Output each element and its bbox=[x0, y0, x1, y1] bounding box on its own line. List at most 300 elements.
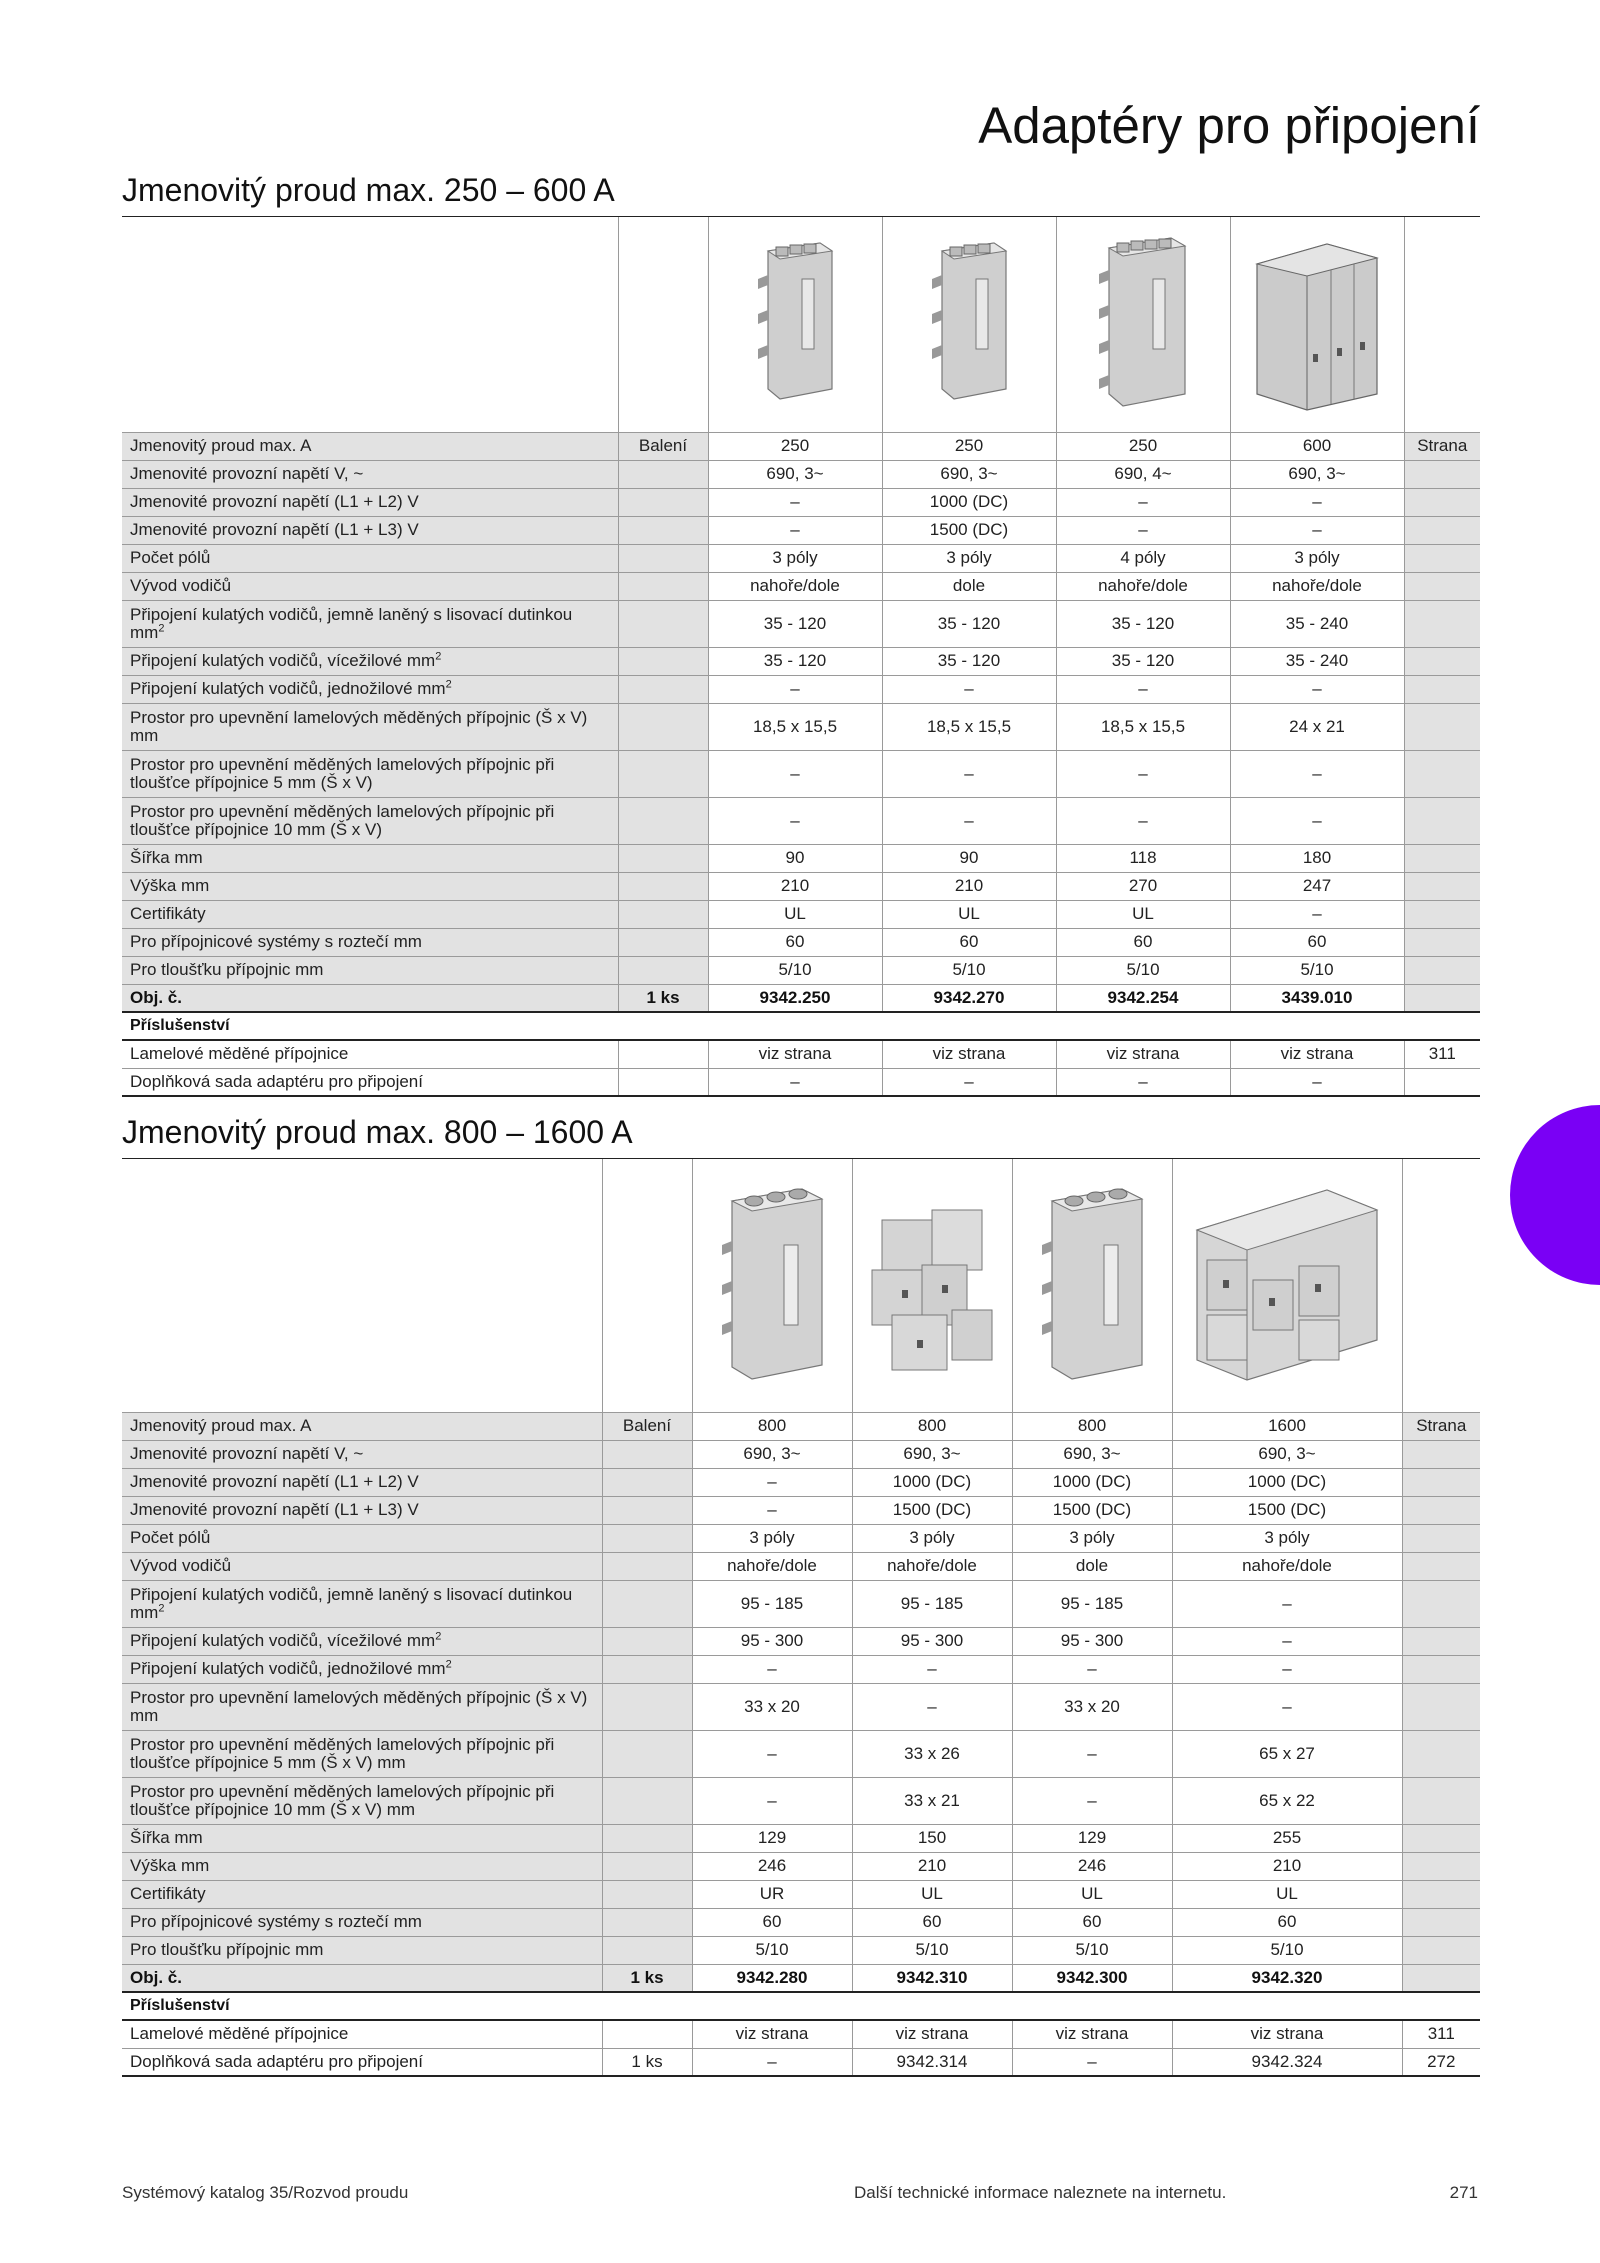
spec-value: – bbox=[708, 488, 882, 516]
accessories-heading: Příslušenství bbox=[122, 1012, 1480, 1040]
packaging-cell bbox=[602, 1852, 692, 1880]
spec-value: – bbox=[1172, 1627, 1402, 1655]
spec-row bbox=[122, 844, 1480, 872]
spec-value: – bbox=[1172, 1580, 1402, 1627]
spec-value: 1500 (DC) bbox=[882, 516, 1056, 544]
unit-superscript: 2 bbox=[435, 650, 442, 663]
packaging-cell bbox=[602, 1496, 692, 1524]
spec-value: – bbox=[1056, 797, 1230, 844]
packaging-cell bbox=[618, 647, 708, 675]
spec-label-text: Připojení kulatých vodičů, jemně laněný s lisovací dutinkou mm bbox=[130, 604, 573, 642]
packaging-cell bbox=[602, 1880, 692, 1908]
spec-value: 24 x 21 bbox=[1230, 703, 1404, 750]
spec-value: 129 bbox=[692, 1824, 852, 1852]
spec-value: 18,5 x 15,5 bbox=[882, 703, 1056, 750]
spec-value: 35 - 120 bbox=[882, 600, 1056, 647]
page-ref-cell bbox=[1402, 1655, 1480, 1683]
spec-value: 690, 3~ bbox=[692, 1440, 852, 1468]
spec-row bbox=[122, 750, 1480, 797]
page-ref-cell bbox=[1402, 1908, 1480, 1936]
page-ref-cell bbox=[1402, 1440, 1480, 1468]
spec-value: 95 - 185 bbox=[852, 1580, 1012, 1627]
page-ref-cell: 311 bbox=[1404, 1040, 1480, 1068]
spec-label: Prostor pro upevnění lamelových měděných přípojnic (Š x V) mm bbox=[122, 703, 618, 750]
spec-row bbox=[122, 600, 1480, 647]
packaging-cell bbox=[618, 1068, 708, 1096]
spec-value: 250 bbox=[1056, 432, 1230, 460]
spec-value: – bbox=[1056, 675, 1230, 703]
spec-value: 3 póly bbox=[852, 1524, 1012, 1552]
packaging-cell bbox=[602, 1730, 692, 1777]
spec-value: 246 bbox=[692, 1852, 852, 1880]
page-ref-cell bbox=[1404, 956, 1480, 984]
spec-row bbox=[122, 900, 1480, 928]
spec-value: 690, 4~ bbox=[1056, 460, 1230, 488]
spec-value: 95 - 300 bbox=[1012, 1627, 1172, 1655]
product-image-cell bbox=[1056, 217, 1230, 432]
spec-value: 18,5 x 15,5 bbox=[708, 703, 882, 750]
page-ref-cell bbox=[1402, 1777, 1480, 1824]
product-image-row bbox=[122, 1159, 1480, 1412]
packaging-cell: Balení bbox=[602, 1412, 692, 1440]
spec-value: 690, 3~ bbox=[1230, 460, 1404, 488]
page-title: Adaptéry pro připojení bbox=[978, 97, 1480, 154]
spec-label: Jmenovité provozní napětí V, ~ bbox=[122, 1440, 602, 1468]
spec-value: 5/10 bbox=[882, 956, 1056, 984]
spec-value: 9342.280 bbox=[692, 1964, 852, 1992]
accessory-value: – bbox=[1230, 1068, 1404, 1096]
spec-value: 33 x 20 bbox=[692, 1683, 852, 1730]
spec-label: Prostor pro upevnění lamelových měděných přípojnic (Š x V) mm bbox=[122, 1683, 602, 1730]
spec-value: 5/10 bbox=[1230, 956, 1404, 984]
spec-value: – bbox=[852, 1655, 1012, 1683]
adapter-800-dc-image bbox=[862, 1190, 1002, 1380]
spec-value: 60 bbox=[1230, 928, 1404, 956]
image-row-blank bbox=[122, 1159, 602, 1412]
packaging-cell bbox=[618, 956, 708, 984]
accessory-value: viz strana bbox=[708, 1040, 882, 1068]
packaging-cell bbox=[602, 1552, 692, 1580]
spec-label: Jmenovitý proud max. A bbox=[122, 432, 618, 460]
page-ref-cell bbox=[1404, 600, 1480, 647]
spec-value: 3 póly bbox=[1172, 1524, 1402, 1552]
spec-value: – bbox=[1230, 750, 1404, 797]
spec-value: 60 bbox=[882, 928, 1056, 956]
packaging-cell bbox=[618, 750, 708, 797]
packaging-cell bbox=[602, 1440, 692, 1468]
spec-value: 5/10 bbox=[708, 956, 882, 984]
page-ref-cell: Strana bbox=[1402, 1412, 1480, 1440]
spec-value: 250 bbox=[882, 432, 1056, 460]
accessory-value: – bbox=[692, 2048, 852, 2076]
spec-value: 1500 (DC) bbox=[852, 1496, 1012, 1524]
spec-row bbox=[122, 1730, 1480, 1777]
spec-value: dole bbox=[1012, 1552, 1172, 1580]
spec-value: – bbox=[692, 1496, 852, 1524]
accessory-label: Lamelové měděné přípojnice bbox=[122, 2020, 602, 2048]
packaging-cell bbox=[618, 488, 708, 516]
accessory-value: viz strana bbox=[692, 2020, 852, 2048]
spec-value: 250 bbox=[708, 432, 882, 460]
packaging-cell bbox=[618, 844, 708, 872]
spec-value: – bbox=[1012, 1655, 1172, 1683]
page-ref-cell bbox=[1404, 460, 1480, 488]
spec-value: – bbox=[1172, 1655, 1402, 1683]
packaging-cell bbox=[618, 600, 708, 647]
accessories-heading: Příslušenství bbox=[122, 1992, 1480, 2020]
spec-value: 95 - 185 bbox=[1012, 1580, 1172, 1627]
spec-label: Certifikáty bbox=[122, 900, 618, 928]
spec-value: – bbox=[1230, 675, 1404, 703]
spec-value: – bbox=[1012, 1777, 1172, 1824]
image-row-blank bbox=[1402, 1159, 1480, 1412]
spec-label: Jmenovité provozní napětí (L1 + L3) V bbox=[122, 1496, 602, 1524]
packaging-cell bbox=[602, 1683, 692, 1730]
spec-value: 9342.270 bbox=[882, 984, 1056, 1012]
spec-value: 210 bbox=[882, 872, 1056, 900]
spec-row bbox=[122, 1824, 1480, 1852]
packaging-cell bbox=[618, 1040, 708, 1068]
product-image-cell bbox=[852, 1159, 1012, 1412]
spec-label-text: Připojení kulatých vodičů, vícežilové mm bbox=[130, 651, 436, 670]
spec-value: 1500 (DC) bbox=[1172, 1496, 1402, 1524]
spec-value: 35 - 120 bbox=[1056, 600, 1230, 647]
spec-row bbox=[122, 572, 1480, 600]
spec-row bbox=[122, 872, 1480, 900]
spec-value: 1000 (DC) bbox=[852, 1468, 1012, 1496]
spec-value: – bbox=[882, 750, 1056, 797]
spec-value: 5/10 bbox=[1172, 1936, 1402, 1964]
spec-label: Prostor pro upevnění měděných lamelových přípojnic při tloušťce přípojnice 5 mm (Š x V) mm bbox=[122, 1730, 602, 1777]
spec-row bbox=[122, 703, 1480, 750]
packaging-cell bbox=[618, 703, 708, 750]
spec-value: – bbox=[1056, 750, 1230, 797]
spec-label: Prostor pro upevnění měděných lamelových přípojnic při tloušťce přípojnice 5 mm (Š x V) bbox=[122, 750, 618, 797]
product-image-cell bbox=[882, 217, 1056, 432]
spec-label: Vývod vodičů bbox=[122, 1552, 602, 1580]
product-image-row bbox=[122, 217, 1480, 432]
packaging-cell bbox=[618, 900, 708, 928]
page-ref-cell bbox=[1404, 488, 1480, 516]
spec-value: nahoře/dole bbox=[708, 572, 882, 600]
spec-value: – bbox=[1172, 1683, 1402, 1730]
spec-value: 255 bbox=[1172, 1824, 1402, 1852]
spec-table-250-600 bbox=[122, 217, 1480, 1097]
page-ref-cell bbox=[1402, 1852, 1480, 1880]
page-ref-cell bbox=[1402, 1496, 1480, 1524]
section-title-800-1600: Jmenovitý proud max. 800 – 1600 A bbox=[122, 1114, 633, 1150]
packaging-cell: 1 ks bbox=[602, 2048, 692, 2076]
spec-value: 150 bbox=[852, 1824, 1012, 1852]
spec-value: nahoře/dole bbox=[1230, 572, 1404, 600]
spec-value: dole bbox=[882, 572, 1056, 600]
spec-label: Výška mm bbox=[122, 872, 618, 900]
spec-value: 9342.250 bbox=[708, 984, 882, 1012]
page-ref-cell bbox=[1402, 1730, 1480, 1777]
spec-label bbox=[122, 675, 618, 703]
spec-value: 60 bbox=[1172, 1908, 1402, 1936]
spec-value: 1000 (DC) bbox=[882, 488, 1056, 516]
spec-value: 1000 (DC) bbox=[1172, 1468, 1402, 1496]
spec-value: – bbox=[1230, 516, 1404, 544]
packaging-cell bbox=[602, 1627, 692, 1655]
spec-value: 33 x 20 bbox=[1012, 1683, 1172, 1730]
spec-value: – bbox=[1056, 516, 1230, 544]
page-ref-cell bbox=[1404, 675, 1480, 703]
spec-value: 65 x 27 bbox=[1172, 1730, 1402, 1777]
spec-label: Pro přípojnicové systémy s roztečí mm bbox=[122, 1908, 602, 1936]
spec-label: Jmenovité provozní napětí (L1 + L2) V bbox=[122, 1468, 602, 1496]
page-ref-cell bbox=[1404, 984, 1480, 1012]
spec-row bbox=[122, 797, 1480, 844]
spec-value: 210 bbox=[1172, 1852, 1402, 1880]
spec-label bbox=[122, 1627, 602, 1655]
spec-value: 33 x 21 bbox=[852, 1777, 1012, 1824]
page-ref-cell bbox=[1402, 1824, 1480, 1852]
packaging-cell bbox=[618, 872, 708, 900]
spec-value: – bbox=[1056, 488, 1230, 516]
spec-label: Jmenovité provozní napětí V, ~ bbox=[122, 460, 618, 488]
spec-value: UL bbox=[1012, 1880, 1172, 1908]
spec-label-text: Připojení kulatých vodičů, vícežilové mm bbox=[130, 1631, 436, 1650]
spec-label bbox=[122, 1580, 602, 1627]
packaging-cell bbox=[602, 2020, 692, 2048]
spec-value: – bbox=[1230, 797, 1404, 844]
accessory-value: – bbox=[1056, 1068, 1230, 1096]
spec-value: 60 bbox=[1056, 928, 1230, 956]
spec-value: 90 bbox=[708, 844, 882, 872]
page-ref-cell bbox=[1402, 1580, 1480, 1627]
page-ref-cell bbox=[1404, 750, 1480, 797]
spec-value: 65 x 22 bbox=[1172, 1777, 1402, 1824]
spec-value: – bbox=[708, 750, 882, 797]
adapter-800-bottom-image bbox=[1032, 1185, 1152, 1385]
spec-label: Obj. č. bbox=[122, 984, 618, 1012]
spec-label: Jmenovitý proud max. A bbox=[122, 1412, 602, 1440]
spec-value: 690, 3~ bbox=[882, 460, 1056, 488]
spec-value: – bbox=[1012, 1730, 1172, 1777]
page-ref-cell bbox=[1402, 1683, 1480, 1730]
spec-value: 3 póly bbox=[1012, 1524, 1172, 1552]
spec-value: 33 x 26 bbox=[852, 1730, 1012, 1777]
page-ref-cell bbox=[1402, 1880, 1480, 1908]
adapter-600-image bbox=[1247, 234, 1387, 414]
accessory-label: Lamelové měděné přípojnice bbox=[122, 1040, 618, 1068]
accessory-value: 9342.324 bbox=[1172, 2048, 1402, 2076]
page-ref-cell bbox=[1402, 1468, 1480, 1496]
spec-label: Pro přípojnicové systémy s roztečí mm bbox=[122, 928, 618, 956]
spec-table-800-1600 bbox=[122, 1159, 1480, 2077]
image-row-blank bbox=[1404, 217, 1480, 432]
spec-value: – bbox=[692, 1468, 852, 1496]
page-ref-cell bbox=[1404, 647, 1480, 675]
spec-value: 690, 3~ bbox=[1012, 1440, 1172, 1468]
spec-label: Prostor pro upevnění měděných lamelových přípojnic při tloušťce přípojnice 10 mm (Š x V) mm bbox=[122, 1777, 602, 1824]
page-ref-cell bbox=[1404, 797, 1480, 844]
accessory-row bbox=[122, 1068, 1480, 1096]
spec-value: 95 - 300 bbox=[692, 1627, 852, 1655]
spec-row bbox=[122, 544, 1480, 572]
spec-value: 60 bbox=[852, 1908, 1012, 1936]
spec-row bbox=[122, 1627, 1480, 1655]
spec-value: 5/10 bbox=[1012, 1936, 1172, 1964]
accessory-row bbox=[122, 2048, 1480, 2076]
spec-value: 60 bbox=[1012, 1908, 1172, 1936]
spec-value: 3 póly bbox=[708, 544, 882, 572]
spec-value: 690, 3~ bbox=[1172, 1440, 1402, 1468]
spec-value: 9342.310 bbox=[852, 1964, 1012, 1992]
accessory-label: Doplňková sada adaptéru pro připojení bbox=[122, 2048, 602, 2076]
adapter-1600-image bbox=[1187, 1170, 1387, 1400]
spec-row bbox=[122, 1440, 1480, 1468]
spec-label: Vývod vodičů bbox=[122, 572, 618, 600]
spec-value: – bbox=[708, 797, 882, 844]
spec-value: UL bbox=[852, 1880, 1012, 1908]
spec-value: 5/10 bbox=[1056, 956, 1230, 984]
accessory-value: viz strana bbox=[1012, 2020, 1172, 2048]
page-ref-cell bbox=[1402, 1936, 1480, 1964]
packaging-cell bbox=[602, 1908, 692, 1936]
accessory-value: viz strana bbox=[882, 1040, 1056, 1068]
spec-value: 3 póly bbox=[1230, 544, 1404, 572]
packaging-cell bbox=[618, 928, 708, 956]
spec-value: 9342.320 bbox=[1172, 1964, 1402, 1992]
spec-label: Výška mm bbox=[122, 1852, 602, 1880]
footer-page-number: 271 bbox=[1449, 2183, 1478, 2202]
spec-value: – bbox=[708, 516, 882, 544]
page-ref-cell bbox=[1404, 572, 1480, 600]
accessory-value: viz strana bbox=[1056, 1040, 1230, 1068]
spec-value: 35 - 120 bbox=[708, 647, 882, 675]
spec-value: 118 bbox=[1056, 844, 1230, 872]
spec-row bbox=[122, 432, 1480, 460]
packaging-cell bbox=[618, 572, 708, 600]
spec-value: 9342.254 bbox=[1056, 984, 1230, 1012]
spec-value: 246 bbox=[1012, 1852, 1172, 1880]
image-row-blank bbox=[122, 217, 618, 432]
spec-label: Pro tloušťku přípojnic mm bbox=[122, 956, 618, 984]
footer-catalog-name: Systémový katalog 35/Rozvod proudu bbox=[122, 2183, 409, 2202]
spec-row bbox=[122, 1412, 1480, 1440]
spec-value: UL bbox=[1172, 1880, 1402, 1908]
unit-superscript: 2 bbox=[158, 621, 165, 634]
spec-value: 210 bbox=[708, 872, 882, 900]
spec-value: 95 - 185 bbox=[692, 1580, 852, 1627]
product-image-cell bbox=[1012, 1159, 1172, 1412]
spec-value: 1500 (DC) bbox=[1012, 1496, 1172, 1524]
image-row-blank bbox=[618, 217, 708, 432]
spec-row bbox=[122, 1880, 1480, 1908]
spec-row bbox=[122, 516, 1480, 544]
spec-value: 35 - 120 bbox=[708, 600, 882, 647]
packaging-cell bbox=[618, 460, 708, 488]
adapter-250-4pole-image bbox=[1093, 234, 1193, 414]
spec-value: UL bbox=[1056, 900, 1230, 928]
spec-value: 270 bbox=[1056, 872, 1230, 900]
packaging-cell bbox=[602, 1936, 692, 1964]
spec-value: nahoře/dole bbox=[692, 1552, 852, 1580]
product-image-cell bbox=[1230, 217, 1404, 432]
spec-value: 9342.300 bbox=[1012, 1964, 1172, 1992]
footer-info-text: Další technické informace naleznete na internetu. bbox=[854, 2183, 1227, 2202]
adapter-250-dc-image bbox=[924, 239, 1014, 409]
spec-value: 60 bbox=[708, 928, 882, 956]
spec-label: Počet pólů bbox=[122, 544, 618, 572]
spec-value: 95 - 300 bbox=[852, 1627, 1012, 1655]
page-ref-cell bbox=[1402, 1964, 1480, 1992]
spec-row bbox=[122, 1852, 1480, 1880]
unit-superscript: 2 bbox=[158, 1601, 165, 1614]
spec-row bbox=[122, 1468, 1480, 1496]
page-ref-cell bbox=[1404, 1068, 1480, 1096]
spec-value: – bbox=[708, 675, 882, 703]
spec-row bbox=[122, 675, 1480, 703]
image-row-blank bbox=[602, 1159, 692, 1412]
spec-value: 60 bbox=[692, 1908, 852, 1936]
spec-value: 690, 3~ bbox=[708, 460, 882, 488]
packaging-cell bbox=[618, 675, 708, 703]
spec-value: – bbox=[692, 1730, 852, 1777]
spec-label: Jmenovité provozní napětí (L1 + L3) V bbox=[122, 516, 618, 544]
spec-value: 35 - 240 bbox=[1230, 647, 1404, 675]
spec-label: Obj. č. bbox=[122, 1964, 602, 1992]
accessory-value: viz strana bbox=[852, 2020, 1012, 2048]
unit-superscript: 2 bbox=[435, 1630, 442, 1643]
page-ref-cell bbox=[1402, 1627, 1480, 1655]
spec-value: 3 póly bbox=[692, 1524, 852, 1552]
spec-value: UR bbox=[692, 1880, 852, 1908]
packaging-cell: 1 ks bbox=[618, 984, 708, 1012]
spec-row bbox=[122, 460, 1480, 488]
accessories-heading-row bbox=[122, 1992, 1480, 2020]
spec-value: – bbox=[1230, 900, 1404, 928]
spec-value: nahoře/dole bbox=[1056, 572, 1230, 600]
spec-row bbox=[122, 956, 1480, 984]
packaging-cell bbox=[602, 1468, 692, 1496]
spec-row bbox=[122, 1964, 1480, 1992]
spec-value: – bbox=[692, 1777, 852, 1824]
spec-value: 600 bbox=[1230, 432, 1404, 460]
packaging-cell bbox=[618, 797, 708, 844]
section-title-250-600: Jmenovitý proud max. 250 – 600 A bbox=[122, 172, 615, 208]
page-ref-cell bbox=[1404, 516, 1480, 544]
page-ref-cell bbox=[1404, 544, 1480, 572]
spec-row bbox=[122, 1683, 1480, 1730]
page-ref-cell bbox=[1404, 844, 1480, 872]
accessory-row bbox=[122, 1040, 1480, 1068]
adapter-800-image bbox=[712, 1185, 832, 1385]
spec-value: 247 bbox=[1230, 872, 1404, 900]
packaging-cell bbox=[602, 1524, 692, 1552]
accessory-value: viz strana bbox=[1230, 1040, 1404, 1068]
spec-row bbox=[122, 647, 1480, 675]
accessory-value: – bbox=[708, 1068, 882, 1096]
accessory-value: viz strana bbox=[1172, 2020, 1402, 2048]
unit-superscript: 2 bbox=[445, 678, 452, 691]
spec-value: – bbox=[882, 675, 1056, 703]
packaging-cell bbox=[602, 1777, 692, 1824]
spec-value: 35 - 240 bbox=[1230, 600, 1404, 647]
spec-row bbox=[122, 928, 1480, 956]
page-ref-cell bbox=[1404, 928, 1480, 956]
page-ref-cell bbox=[1402, 1524, 1480, 1552]
product-image-cell bbox=[1172, 1159, 1402, 1412]
spec-value: – bbox=[852, 1683, 1012, 1730]
page-ref-cell bbox=[1404, 872, 1480, 900]
packaging-cell bbox=[602, 1655, 692, 1683]
page-ref-cell: 311 bbox=[1402, 2020, 1480, 2048]
spec-label: Šířka mm bbox=[122, 1824, 602, 1852]
